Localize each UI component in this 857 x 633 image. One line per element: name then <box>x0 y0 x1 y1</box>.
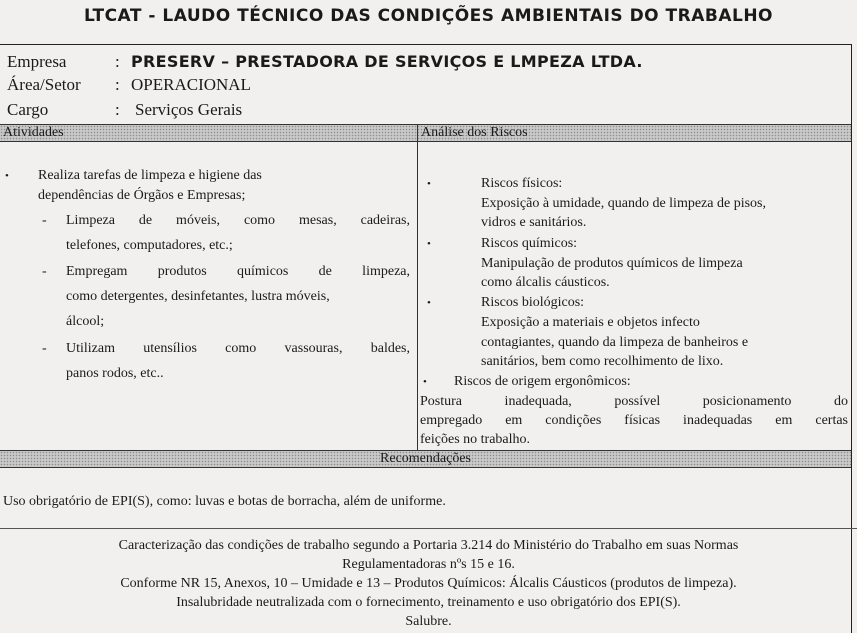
ergonomicos-line1: Postura inadequada, possível posicionamento do <box>420 394 848 409</box>
fisicos-line1: Exposição à umidade, quando de limpeza de pisos, <box>481 196 766 211</box>
item1-line2: telefones, computadores, etc.; <box>66 238 233 253</box>
analise-heading: Análise dos Riscos <box>421 125 528 140</box>
quimicos-title: Riscos químicos: <box>481 236 578 251</box>
conclusion-line3: Conforme NR 15, Anexos, 10 – Umidade e 13 – Produtos Químicos: Álcalis Cáusticos (produtos de limpeza). <box>120 576 737 591</box>
empresa-row <box>7 52 643 72</box>
recomendacoes-heading: Recomendações <box>380 451 471 466</box>
fisicos-line2: vidros e sanitários. <box>481 215 587 230</box>
conclusion-line1: Caracterização das condições de trabalho segundo a Portaria 3.214 do Ministério do Trabalho em suas Normas <box>118 538 739 553</box>
cargo-label: Cargo <box>7 100 49 119</box>
item2-line1: Empregam produtos químicos de limpeza, <box>66 264 410 279</box>
biologicos-line3: sanitários, bem como recolhimento de lixo. <box>481 354 724 369</box>
conclusion-line2: Regulamentadoras nºs 15 e 16. <box>342 557 515 572</box>
ergonomicos-line3: feições no trabalho. <box>420 432 531 447</box>
area-value: OPERACIONAL <box>131 75 251 94</box>
empresa-value: PRESERV – PRESTADORA DE SERVIÇOS E LMPEZA LTDA. <box>131 52 643 71</box>
atividades-heading: Atividades <box>3 125 64 140</box>
conclusion-line4: Insalubridade neutralizada com o fornecimento, treinamento e uso obrigatório dos EPI(S). <box>176 595 681 610</box>
recomendacao-text: Uso obrigatório de EPI(S), como: luvas e botas de borracha, além de uniforme. <box>3 494 446 509</box>
cargo-row <box>7 100 242 120</box>
item3-line1: Utilizam utensílios como vassouras, baldes, <box>66 341 410 356</box>
quimicos-line1: Manipulação de produtos químicos de limpeza <box>481 256 743 271</box>
atividades-main-line1: Realiza tarefas de limpeza e higiene das <box>38 168 262 183</box>
biologicos-bullet: • <box>427 297 431 309</box>
item2-dash: - <box>42 264 47 279</box>
atividades-main-line2: dependências de Órgãos e Empresas; <box>38 188 246 203</box>
ergonomicos-title: Riscos de origem ergonômicos: <box>454 374 631 389</box>
document-title: LTCAT - LAUDO TÉCNICO DAS CONDIÇÕES AMBIENTAIS DO TRABALHO <box>83 6 774 26</box>
item2-line2: como detergentes, desinfetantes, lustra móveis, <box>66 289 330 304</box>
biologicos-line1: Exposição a materiais e objetos infecto <box>481 315 700 330</box>
fisicos-bullet: • <box>427 178 431 190</box>
ergonomicos-bullet: • <box>423 376 427 388</box>
biologicos-title: Riscos biológicos: <box>481 295 585 310</box>
item1-line1: Limpeza de móveis, como mesas, cadeiras, <box>66 213 410 228</box>
item3-line2: panos rodos, etc.. <box>66 366 164 381</box>
item1-dash: - <box>42 213 47 228</box>
biologicos-line2: contagiantes, quando da limpeza de banheiros e <box>481 335 749 350</box>
cargo-colon: : <box>115 100 120 119</box>
atividades-bullet: • <box>5 170 9 182</box>
ergonomicos-line2: empregado em condições físicas inadequadas em certas <box>420 413 848 428</box>
item3-dash: - <box>42 341 47 356</box>
item2-line3: álcool; <box>66 314 105 329</box>
conclusion-divider <box>0 528 857 529</box>
area-colon: : <box>115 75 120 94</box>
section-bar-recomendacoes <box>0 450 851 468</box>
quimicos-line2: como álcalis cáusticos. <box>481 275 610 290</box>
area-row <box>7 75 251 95</box>
conclusion-line5: Salubre. <box>405 614 452 629</box>
fisicos-title: Riscos físicos: <box>481 176 563 191</box>
cargo-value: Serviços Gerais <box>135 100 243 119</box>
empresa-label: Empresa <box>7 52 67 71</box>
quimicos-bullet: • <box>427 238 431 250</box>
section-bar-atividades <box>0 124 851 142</box>
area-label: Área/Setor <box>7 75 81 94</box>
empresa-colon: : <box>115 52 120 71</box>
column-divider <box>417 124 418 450</box>
